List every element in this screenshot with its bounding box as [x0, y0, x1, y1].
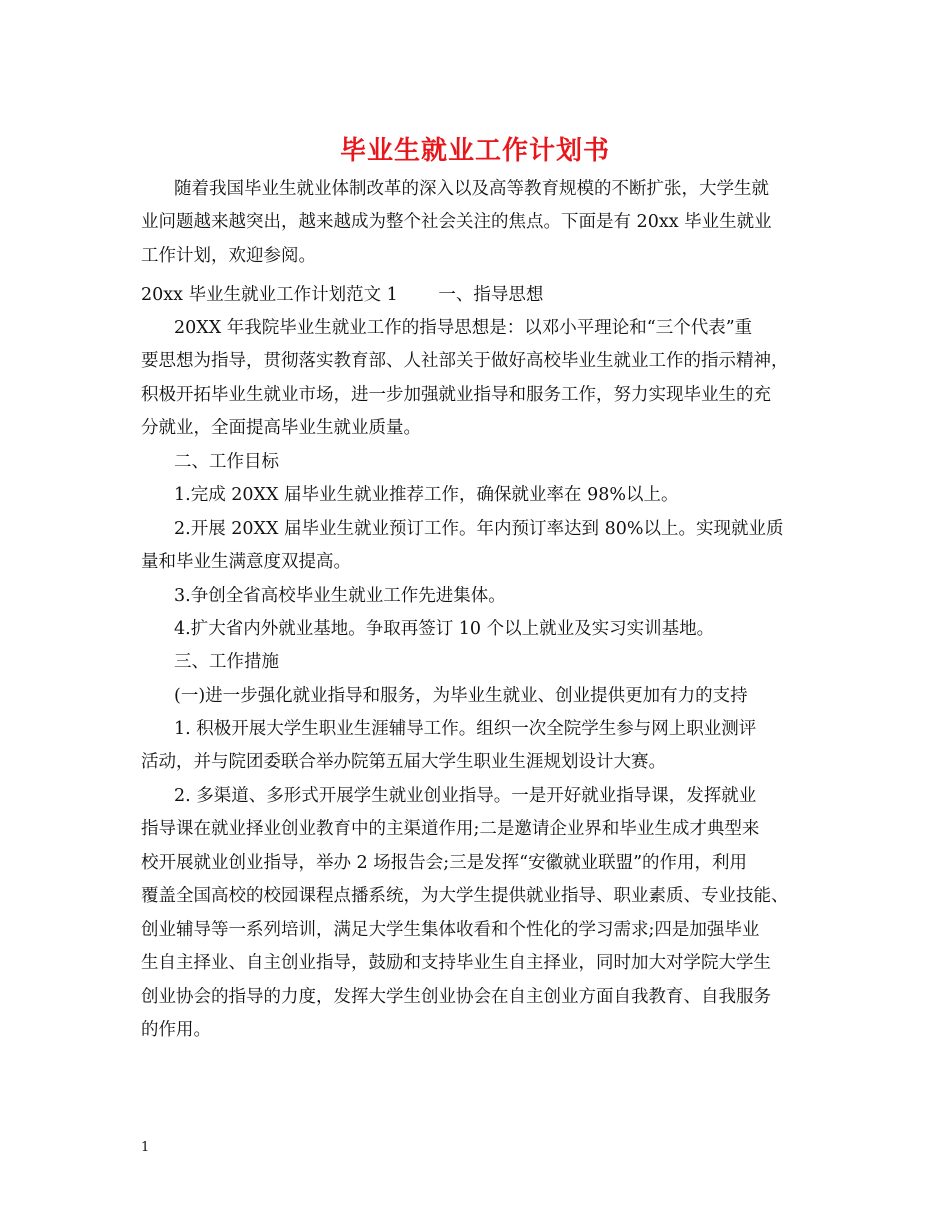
text-line: 生自主择业、自主创业指导，鼓励和支持毕业生自主择业，同时加大对学院大学生 — [141, 953, 771, 973]
text-line: 工作计划，欢迎参阅。 — [141, 246, 316, 266]
text-line: 3.争创全省高校毕业生就业工作先进集体。 — [174, 586, 506, 606]
text-line: 4.扩大省内外就业基地。争取再签订 10 个以上就业及实习实训基地。 — [174, 619, 715, 639]
section-heading: 三、工作措施 — [174, 652, 279, 672]
text-line: 量和毕业生满意度双提高。 — [141, 552, 351, 572]
text-line: 的作用。 — [141, 1020, 211, 1040]
document-title: 毕业生就业工作计划书 — [339, 136, 610, 166]
text-line: 20XX 年我院毕业生就业工作的指导思想是：以邓小平理论和“三个代表”重 — [174, 318, 753, 338]
text-line: 1. 积极开展大学生职业生涯辅导工作。组织一次全院学生参与网上职业测评 — [174, 719, 757, 739]
text-line: 1.完成 20XX 届毕业生就业推荐工作，确保就业率在 98%以上。 — [174, 485, 679, 505]
text-line: 指导课在就业择业创业教育中的主渠道作用;二是邀请企业界和毕业生成才典型来 — [141, 819, 760, 839]
text-line: 创业协会的指导的力度，发挥大学生创业协会在自主创业方面自我教育、自我服务 — [141, 987, 771, 1007]
text-line: 分就业，全面提高毕业生就业质量。 — [141, 418, 421, 438]
text-line: 2. 多渠道、多形式开展学生就业创业指导。一是开好就业指导课，发挥就业 — [174, 786, 757, 806]
text-line: 覆盖全国高校的校园课程点播系统，为大学生提供就业指导、职业素质、专业技能、 — [141, 886, 789, 906]
page-number: 1 — [141, 1140, 150, 1155]
text-line: 校开展就业创业指导，举办 2 场报告会;三是发挥“安徽就业联盟”的作用，利用 — [141, 853, 748, 873]
text-line: 活动，并与院团委联合举办院第五届大学生职业生涯规划设计大赛。 — [141, 752, 666, 772]
text-line: 要思想为指导，贯彻落实教育部、人社部关于做好高校毕业生就业工作的指示精神， — [141, 351, 789, 371]
text-line: 随着我国毕业生就业体制改革的深入以及高等教育规模的不断扩张，大学生就 — [174, 179, 769, 199]
text-line: 2.开展 20XX 届毕业生就业预订工作。年内预订率达到 80%以上。实现就业质 — [174, 519, 784, 539]
text-line: 20xx 毕业生就业工作计划范文 1 一、指导思想 — [141, 285, 544, 305]
text-line: 业问题越来越突出，越来越成为整个社会关注的焦点。下面是有 20xx 毕业生就业 — [141, 212, 772, 232]
text-line: (一)进一步强化就业指导和服务，为毕业生就业、创业提供更加有力的支持 — [174, 686, 748, 706]
section-heading: 二、工作目标 — [174, 452, 279, 472]
text-line: 创业辅导等一系列培训，满足大学生集体收看和个性化的学习需求;四是加强毕业 — [141, 920, 760, 940]
text-line: 积极开拓毕业生就业市场，进一步加强就业指导和服务工作，努力实现毕业生的充 — [141, 385, 771, 405]
